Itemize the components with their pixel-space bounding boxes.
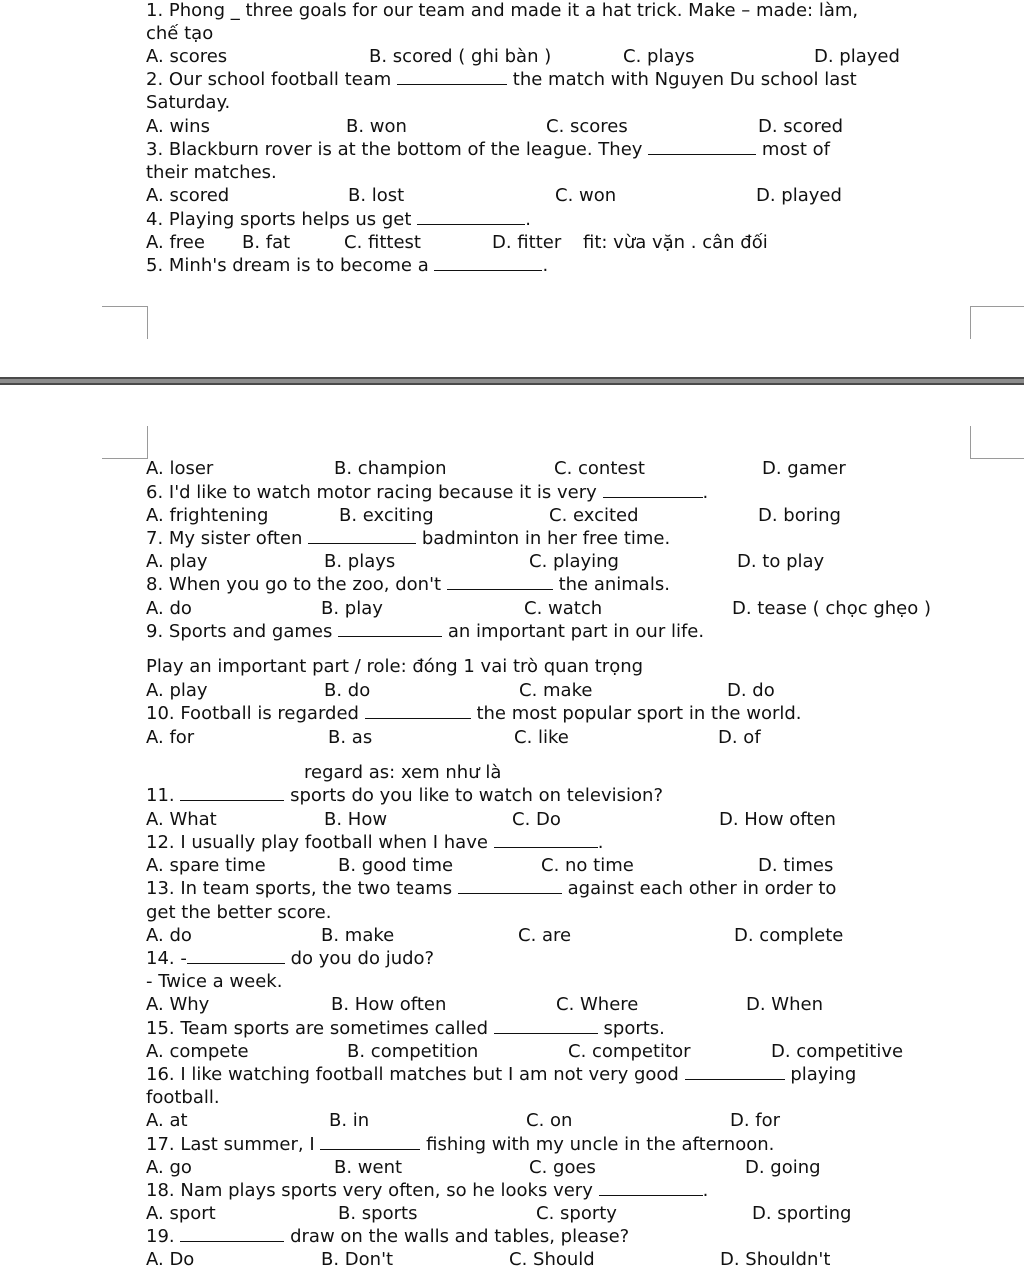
q13-option-d: D. complete <box>734 925 844 946</box>
q4-option-c: C. fittest <box>344 232 421 253</box>
q10-option-d: D. of <box>718 727 761 748</box>
page-break-separator <box>0 377 1024 385</box>
q17-option-d: D. going <box>745 1157 821 1178</box>
q4-note: fit: vừa vặn . cân đối <box>583 232 768 253</box>
q5-option-d: D. gamer <box>762 458 846 479</box>
q11-option-a: A. What <box>146 809 217 830</box>
q15-option-b: B. competition <box>347 1041 479 1062</box>
question-6-text: 6. I'd like to watch motor racing because it is very . <box>146 482 709 503</box>
q8-option-a: A. do <box>146 598 192 619</box>
document-page-bottom <box>0 386 1024 1280</box>
q16-option-b: B. in <box>329 1110 370 1131</box>
q9-option-a: A. play <box>146 680 208 701</box>
q5-option-c: C. contest <box>554 458 645 479</box>
question-8-text: 8. When you go to the zoo, don't the animals. <box>146 574 670 595</box>
q12-option-d: D. times <box>758 855 834 876</box>
q11-option-c: C. Do <box>512 809 561 830</box>
question-3-text-cont: their matches. <box>146 162 277 183</box>
q3-option-c: C. won <box>555 185 617 206</box>
question-4-text: 4. Playing sports helps us get . <box>146 209 531 230</box>
question-15-text: 15. Team sports are sometimes called sports. <box>146 1018 665 1039</box>
q8-option-d: D. tease ( chọc ghẹo ) <box>732 598 931 619</box>
page-corner-mark-right <box>970 426 1024 459</box>
q19-option-d: D. Shouldn't <box>720 1249 831 1270</box>
q15-option-a: A. compete <box>146 1041 249 1062</box>
question-9-text: 9. Sports and games an important part in our life. <box>146 621 705 642</box>
page-corner-mark-left <box>102 306 148 339</box>
q13-option-b: B. make <box>321 925 395 946</box>
q2-option-b: B. won <box>346 116 407 137</box>
q8-option-b: B. play <box>321 598 383 619</box>
q9-option-c: C. make <box>519 680 593 701</box>
q15-option-d: D. competitive <box>771 1041 904 1062</box>
q3-option-a: A. scored <box>146 185 230 206</box>
q14-option-d: D. When <box>746 994 823 1015</box>
q11-option-d: D. How often <box>719 809 836 830</box>
question-14-answer-line: - Twice a week. <box>146 971 283 992</box>
q15-option-c: C. competitor <box>568 1041 691 1062</box>
q14-option-a: A. Why <box>146 994 210 1015</box>
q16-option-d: D. for <box>730 1110 781 1131</box>
q5-option-b: B. champion <box>334 458 447 479</box>
question-3-text: 3. Blackburn rover is at the bottom of the league. They most of <box>146 139 830 160</box>
question-19-text: 19. draw on the walls and tables, please? <box>146 1226 630 1247</box>
q14-option-c: C. Where <box>556 994 639 1015</box>
q14-option-b: B. How often <box>331 994 447 1015</box>
q13-option-c: C. are <box>518 925 572 946</box>
q6-option-a: A. frightening <box>146 505 269 526</box>
question-10-note: regard as: xem như là <box>304 762 502 783</box>
q19-option-b: B. Don't <box>321 1249 394 1270</box>
q19-option-c: C. Should <box>509 1249 595 1270</box>
q3-option-d: D. played <box>756 185 842 206</box>
page-corner-mark-right <box>970 306 1024 339</box>
q2-option-d: D. scored <box>758 116 844 137</box>
question-11-text: 11. sports do you like to watch on television? <box>146 785 664 806</box>
question-1-text: 1. Phong _ three goals for our team and made it a hat trick. Make – made: làm, <box>146 0 859 21</box>
q17-option-a: A. go <box>146 1157 192 1178</box>
question-2-text: 2. Our school football team the match with Nguyen Du school last <box>146 69 857 90</box>
q16-option-a: A. at <box>146 1110 188 1131</box>
q9-option-b: B. do <box>324 680 371 701</box>
q7-option-a: A. play <box>146 551 208 572</box>
q5-option-a: A. loser <box>146 458 214 479</box>
question-13-text: 13. In team sports, the two teams against each other in order to <box>146 878 837 899</box>
q1-option-a: A. scores <box>146 46 228 67</box>
question-5-text: 5. Minh's dream is to become a . <box>146 255 549 276</box>
page-corner-mark-left <box>102 426 148 459</box>
question-16-text-cont: football. <box>146 1087 220 1108</box>
q4-option-d: D. fitter <box>492 232 562 253</box>
q4-option-a: A. free <box>146 232 205 253</box>
q7-option-d: D. to play <box>737 551 825 572</box>
question-1-text-cont: chế tạo <box>146 23 214 44</box>
q18-option-a: A. sport <box>146 1203 216 1224</box>
question-7-text: 7. My sister often badminton in her free time. <box>146 528 671 549</box>
q7-option-c: C. playing <box>529 551 619 572</box>
q12-option-a: A. spare time <box>146 855 266 876</box>
q2-option-c: C. scores <box>546 116 628 137</box>
q18-option-c: C. sporty <box>536 1203 617 1224</box>
q6-option-c: C. excited <box>549 505 639 526</box>
q1-option-c: C. plays <box>623 46 695 67</box>
q3-option-b: B. lost <box>348 185 405 206</box>
question-12-text: 12. I usually play football when I have . <box>146 832 604 853</box>
question-17-text: 17. Last summer, I fishing with my uncle in the afternoon. <box>146 1134 775 1155</box>
question-13-text-cont: get the better score. <box>146 902 332 923</box>
q10-option-c: C. like <box>514 727 569 748</box>
q18-option-b: B. sports <box>338 1203 418 1224</box>
q11-option-b: B. How <box>324 809 388 830</box>
question-2-text-cont: Saturday. <box>146 92 231 113</box>
q12-option-b: B. good time <box>338 855 454 876</box>
q6-option-b: B. exciting <box>339 505 434 526</box>
q1-option-b: B. scored ( ghi bàn ) <box>369 46 552 67</box>
question-14-text: 14. - do you do judo? <box>146 948 435 969</box>
q19-option-a: A. Do <box>146 1249 195 1270</box>
q13-option-a: A. do <box>146 925 192 946</box>
question-16-text: 16. I like watching football matches but I am not very good playing <box>146 1064 857 1085</box>
q18-option-d: D. sporting <box>752 1203 852 1224</box>
q9-option-d: D. do <box>727 680 775 701</box>
q1-option-d: D. played <box>814 46 900 67</box>
q6-option-d: D. boring <box>758 505 841 526</box>
q8-option-c: C. watch <box>524 598 603 619</box>
question-9-note: Play an important part / role: đóng 1 vai trò quan trọng <box>146 656 644 677</box>
q4-option-b: B. fat <box>242 232 291 253</box>
q7-option-b: B. plays <box>324 551 396 572</box>
q2-option-a: A. wins <box>146 116 210 137</box>
q17-option-c: C. goes <box>529 1157 596 1178</box>
question-10-text: 10. Football is regarded the most popular sport in the world. <box>146 703 802 724</box>
document-page-top <box>0 0 1024 380</box>
q10-option-a: A. for <box>146 727 195 748</box>
q17-option-b: B. went <box>334 1157 403 1178</box>
question-18-text: 18. Nam plays sports very often, so he looks very . <box>146 1180 709 1201</box>
q10-option-b: B. as <box>328 727 373 748</box>
q12-option-c: C. no time <box>541 855 634 876</box>
q16-option-c: C. on <box>526 1110 573 1131</box>
